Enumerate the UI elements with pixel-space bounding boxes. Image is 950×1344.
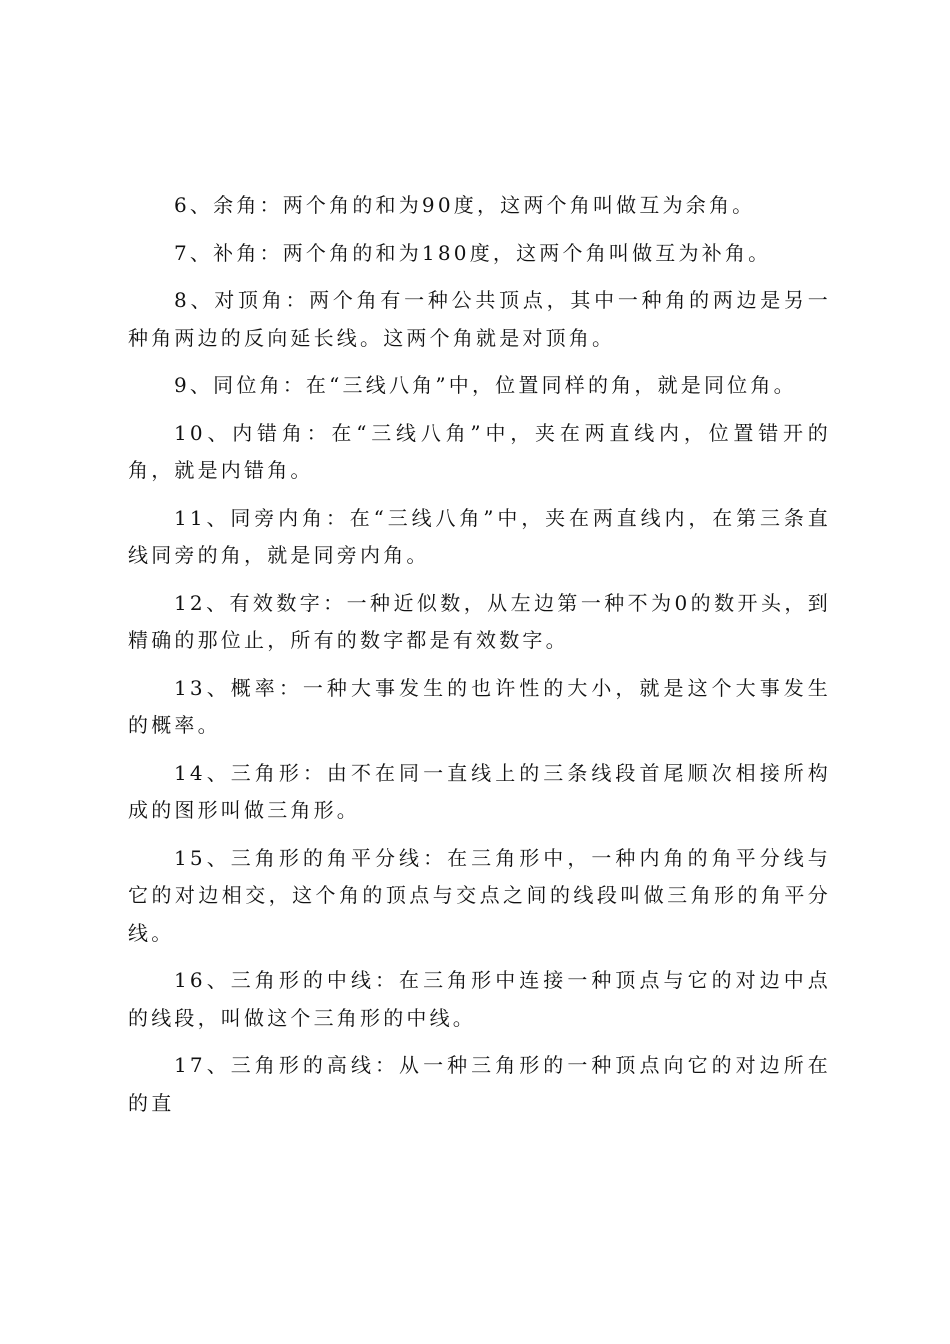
paragraph-alternate-interior-angle: 10、内错角：在“三线八角”中，夹在两直线内，位置错开的角，就是内错角。: [128, 420, 831, 482]
paragraph-corresponding-angle: 9、同位角：在“三线八角”中，位置同样的角，就是同位角。: [174, 373, 797, 397]
document-page: [128, 187, 831, 1132]
paragraph-complementary-angle: 6、余角：两个角的和为90度，这两个角叫做互为余角。: [174, 193, 756, 217]
paragraph-supplementary-angle: 7、补角：两个角的和为180度，这两个角叫做互为补角。: [174, 240, 772, 265]
paragraph-same-side-interior-angle: 11、同旁内角：在“三线八角”中，夹在两直线内，在第三条直线同旁的角，就是同旁内角。: [128, 505, 831, 567]
paragraph-probability: 13、概率：一种大事发生的也许性的大小，就是这个大事发生的概率。: [128, 675, 831, 737]
paragraph-triangle: 14、三角形：由不在同一直线上的三条线段首尾顺次相接所构成的图形叫做三角形。: [128, 760, 831, 822]
paragraph-median: 16、三角形的中线：在三角形中连接一种顶点与它的对边中点的线段，叫做这个三角形的中线。: [128, 968, 831, 1030]
paragraph-vertical-angle: 8、对顶角：两个角有一种公共顶点，其中一种角的两边是另一种角两边的反向延长线。这两个角就是对顶角。: [128, 288, 831, 350]
paragraph-altitude: 17、三角形的高线：从一种三角形的一种顶点向它的对边所在的直: [128, 1053, 831, 1115]
paragraph-significant-figures: 12、有效数字：一种近似数，从左边第一种不为0的数开头，到精确的那位止，所有的数字都是有效数字。: [128, 590, 831, 652]
paragraph-angle-bisector: 15、三角形的角平分线：在三角形中，一种内角的角平分线与它的对边相交，这个角的顶点与交点之间的线段叫做三角形的角平分线。: [128, 845, 831, 945]
